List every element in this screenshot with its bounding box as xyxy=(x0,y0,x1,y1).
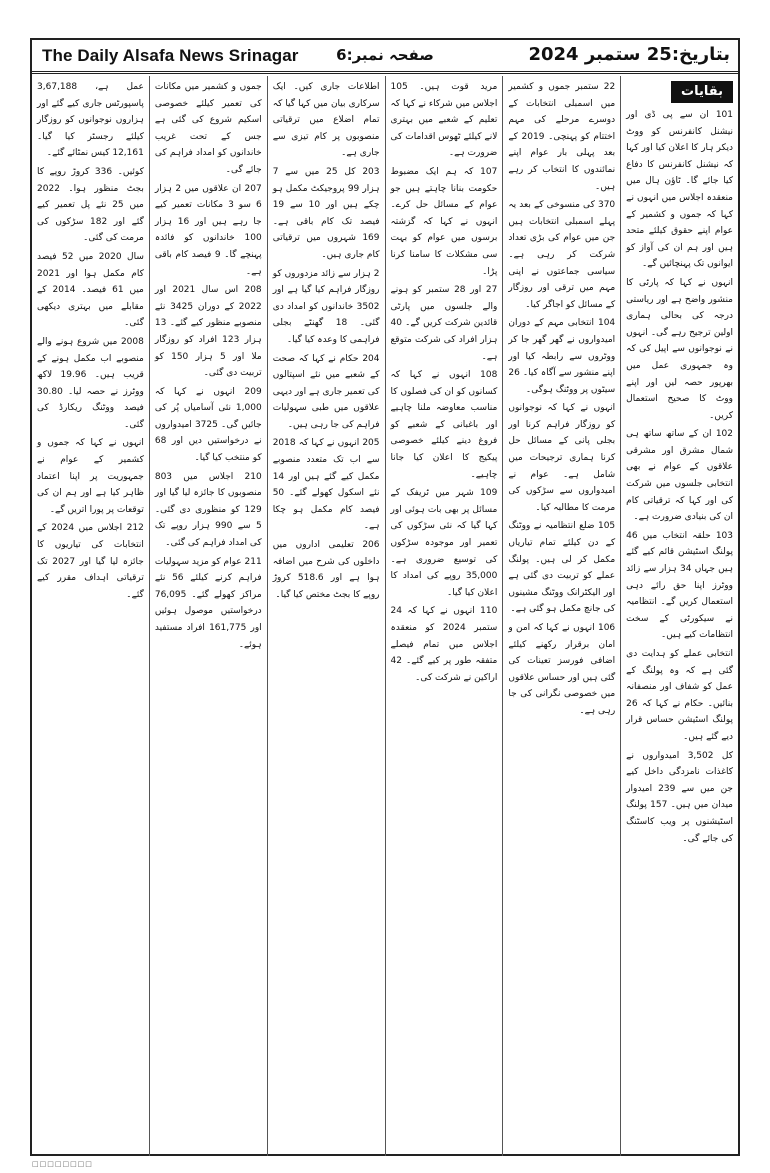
article-paragraph: 105 ضلع انتظامیہ نے ووٹنگ کے دن کیلئے تمام تیاریاں مکمل کر لی ہیں۔ پولنگ عملے کو تربیت دی گئی ہے اور الیکٹرانک ووٹنگ مشینوں کی جانچ مکمل ہو گئی ہے۔ xyxy=(508,521,616,615)
column-2 xyxy=(502,76,620,1156)
article-paragraph: 109 شہر میں ٹریفک کے مسائل پر بھی بات ہوئی اور کہا گیا کہ نئی سڑکوں کی تعمیر اور موجودہ سڑکوں کی توسیع ضروری ہے۔ 35,000 روپے کی امداد کا اعلان کیا گیا۔ xyxy=(390,488,498,598)
article-paragraph: 211 عوام کو مزید سہولیات فراہم کرنے کیلئے 56 نئے مراکز کھولے گئے۔ 76,095 درخواستیں موصول ہوئیں اور 161,775 افراد مستفید ہوئے۔ xyxy=(154,556,262,650)
column-4 xyxy=(267,76,385,1156)
article-paragraph: 2008 میں شروع ہونے والے منصوبے اب مکمل ہونے کے قریب ہیں۔ 19.96 لاکھ ووٹرز نے حصہ لیا۔ 30.80 فیصد ووٹنگ ریکارڈ کی گئی۔ xyxy=(37,336,144,430)
article-paragraph: 104 انتخابی مہم کے دوران امیدواروں نے گھر گھر جا کر ووٹروں سے رابطہ کیا اور اپنے منشور سے آگاہ کیا۔ 26 سیٹوں پر ووٹنگ ہوگی۔ xyxy=(508,318,616,395)
column-1 xyxy=(620,76,738,1156)
article-paragraph: انہوں نے کہا کہ جموں و کشمیر کے عوام نے جمہوریت پر اپنا اعتماد ظاہر کیا ہے اور ہم ان کی توقعات پر پورا اتریں گے۔ xyxy=(37,438,144,515)
article-paragraph: انہوں نے کہا کہ نوجوانوں کو روزگار فراہم کرنا اور بجلی پانی کے مسائل حل کرنا ہماری ترجیحات میں شامل ہے۔ عوام نے امیدواروں سے سڑکوں کی مرمت کا مطالبہ کیا۔ xyxy=(508,403,616,513)
article-paragraph: 208 اس سال 2021 اور 2022 کے دوران 3425 نئے منصوبے منظور کیے گئے۔ 13 ہزار 123 افراد کو روزگار ملا اور 5 ہزار 150 کو تربیت دی گئی۔ xyxy=(154,285,262,379)
column-5 xyxy=(149,76,267,1156)
article-paragraph: 210 اجلاس میں 803 منصوبوں کا جائزہ لیا گیا اور 129 کو منظوری دی گئی۔ 5 سے 990 ہزار روپے تک کی امداد فراہم کی گئی۔ xyxy=(154,471,262,549)
article-paragraph: 204 حکام نے کہا کہ صحت کے شعبے میں نئے اسپتالوں کی تعمیر جاری ہے اور دیہی علاقوں میں طبی سہولیات فراہم کی جا رہی ہیں۔ xyxy=(272,353,380,430)
article-paragraph: کوئیں۔ 336 کروڑ روپے کا بجٹ منظور ہوا۔ 2022 میں 25 نئے پل تعمیر کیے گئے اور 182 سڑکوں کی مرمت کی گئی۔ xyxy=(37,166,144,244)
article-paragraph: 207 ان علاقوں میں 2 ہزار 6 سو 3 مکانات تعمیر کیے جا رہے ہیں اور 16 ہزار 100 خاندانوں کو فائدہ پہنچے گا۔ 9 فیصد کام باقی ہے۔ xyxy=(154,183,262,277)
newspaper-title: The Daily Alsafa News Srinagar xyxy=(42,46,299,65)
page-number: صفحہ نمبر:6 xyxy=(336,46,434,64)
article-paragraph: 206 تعلیمی اداروں میں داخلوں کی شرح میں اضافہ ہوا ہے اور 518.6 کروڑ روپے کا بجٹ مختص کیا گیا۔ xyxy=(272,540,380,600)
article-paragraph: انہوں نے کہا کہ پارٹی کا منشور واضح ہے اور ریاستی درجہ کی بحالی ہماری اولین ترجیح رہے گی۔ انہوں نے نوجوانوں سے اپیل کی کہ وہ جمہوری عمل میں بھرپور حصہ لیں اور اپنے ووٹ کا صحیح استعمال کریں۔ xyxy=(626,277,733,421)
article-paragraph: انتخابی عملے کو ہدایت دی گئی ہے کہ وہ پولنگ کے عمل کو شفاف اور منصفانہ بنائیں۔ حکام نے کہا کہ 26 پولنگ اسٹیشن حساس قرار دیے گئے ہیں۔ xyxy=(626,649,733,742)
article-paragraph: عمل ہے، 3,67,188 پاسپورٹس جاری کیے گئے اور ہزاروں نوجوانوں کو روزگار کیلئے رجسٹر کیا گیا۔ 12,161 کیس نمٹائے گئے۔ xyxy=(37,82,144,159)
article-paragraph: 108 انہوں نے کہا کہ کسانوں کو ان کی فصلوں کا مناسب معاوضہ ملنا چاہیے اور باغبانی کے شعبے کو فروغ دینے کیلئے خصوصی پیکیج کا اعلان کیا جانا چاہیے۔ xyxy=(390,370,498,480)
article-paragraph: 203 کل 25 میں سے 7 ہزار 99 پروجیکٹ مکمل ہو چکے ہیں اور 10 سے 19 فیصد تک کام باقی ہے۔ 169 شہروں میں ترقیاتی کام جاری ہیں۔ xyxy=(272,166,380,260)
footer-mark: □□□□□□□□ xyxy=(32,1160,93,1168)
article-paragraph: 101 ان سے پی ڈی اور نیشنل کانفرنس کو ووٹ دیکر ہار کا اعلان کیا اور کہا کہ نیشنل کانفرنس کا دفاع کیا جائے گا۔ ٹاؤن ہال میں منعقدہ اجلاس میں انہوں نے کہا کہ جموں و کشمیر کے عوام اپنے حقوق کیلئے متحد ہیں اور ہم ان کی آواز کو ایوانوں تک پہنچائیں گے۔ xyxy=(626,110,733,270)
article-paragraph: جموں و کشمیر میں مکانات کی تعمیر کیلئے خصوصی اسکیم شروع کی گئی ہے جس کے تحت غریب خاندانوں کو امداد فراہم کی جائے گی۔ xyxy=(154,82,262,175)
column-3 xyxy=(385,76,503,1156)
article-paragraph: کل 3,502 امیدواروں نے کاغذات نامزدگی داخل کیے جن میں سے 239 امیدوار میدان میں ہیں۔ 157 پولنگ اسٹیشنوں پر ویب کاسٹنگ کی جائے گی۔ xyxy=(626,750,733,844)
article-paragraph: 27 اور 28 ستمبر کو ہونے والے جلسوں میں پارٹی قائدین شرکت کریں گے۔ 40 ہزار افراد کی شرکت متوقع ہے۔ xyxy=(390,285,498,362)
article-paragraph: 110 انہوں نے کہا کہ 24 ستمبر 2024 کو منعقدہ اجلاس میں تمام فیصلے متفقہ طور پر کیے گئے۔ 42 اراکین نے شرکت کی۔ xyxy=(390,606,498,683)
article-paragraph: 22 ستمبر جموں و کشمیر میں اسمبلی انتخابات کے دوسرے مرحلے کی مہم اختتام کو پہنچی۔ 2019 کے بعد پہلی بار عوام اپنے نمائندوں کا انتخاب کر رہے ہیں۔ xyxy=(508,82,616,192)
article-paragraph: مرید قوت ہیں۔ 105 اجلاس میں شرکاء نے کہا کہ تعلیم کے شعبے میں بہتری لانے کیلئے ٹھوس اقدامات کی ضرورت ہے۔ xyxy=(390,82,498,159)
masthead xyxy=(32,40,738,74)
section-header: بقایات xyxy=(671,81,733,103)
article-columns xyxy=(32,76,738,1156)
article-paragraph: 209 انہوں نے کہا کہ 1,000 نئی آسامیاں پُر کی جائیں گی۔ 3725 امیدواروں نے درخواستیں دیں اور 68 کو منتخب کیا گیا۔ xyxy=(154,386,262,464)
issue-date: بتاریخ:25 ستمبر 2024 xyxy=(528,44,730,65)
article-paragraph: 107 کہ ہم ایک مضبوط حکومت بنانا چاہتے ہیں جو عوام کے مسائل حل کرے۔ انہوں نے کہا کہ گزشتہ برسوں میں عوام کو بہت سی مشکلات کا سامنا کرنا پڑا۔ xyxy=(390,166,498,277)
article-paragraph: 212 اجلاس میں 2024 کے انتخابات کی تیاریوں کا جائزہ لیا گیا اور 2027 تک ترقیاتی اہداف مقرر کیے گئے۔ xyxy=(37,523,144,600)
article-paragraph: سال 2020 میں 52 فیصد کام مکمل ہوا اور 2021 میں 61 فیصد۔ 2014 کے مقابلے میں بہتری دیکھی گئی۔ xyxy=(37,251,144,329)
article-paragraph: 205 انہوں نے کہا کہ 2018 سے اب تک متعدد منصوبے مکمل کیے گئے ہیں اور 14 نئے اسکول کھولے گئے۔ 50 فیصد کام مکمل ہو چکا ہے۔ xyxy=(272,438,380,532)
column-6 xyxy=(32,76,149,1156)
newspaper-page xyxy=(30,38,740,1156)
article-paragraph: 103 حلقہ انتخاب میں 46 پولنگ اسٹیشن قائم کیے گئے ہیں جہاں 34 ہزار سے زائد ووٹرز اپنا حق رائے دہی استعمال کریں گے۔ انتظامیہ نے سیکورٹی کے سخت انتظامات کیے ہیں۔ xyxy=(626,530,733,641)
article-paragraph: 370 کی منسوخی کے بعد یہ پہلے اسمبلی انتخابات ہیں جن میں عوام کی بڑی تعداد شرکت کر رہی ہے۔ سیاسی جماعتوں نے اپنی مہم میں ترقی اور روزگار کے مسائل کو اجاگر کیا۔ xyxy=(508,200,616,310)
article-paragraph: 102 ان کے ساتھ ساتھ ہی شمال مشرق اور مشرقی علاقوں کے عوام نے بھی انتخابی جلسوں میں شرکت کی اور کہا کہ ترقیاتی کام ان کی بنیادی ضرورت ہے۔ xyxy=(626,429,733,523)
article-paragraph: اطلاعات جاری کیں۔ ایک سرکاری بیان میں کہا گیا کہ تمام اضلاع میں ترقیاتی منصوبوں پر کام تیزی سے جاری ہے۔ xyxy=(272,82,380,159)
article-paragraph: 2 ہزار سے زائد مزدوروں کو روزگار فراہم کیا گیا ہے اور 3502 خاندانوں کو امداد دی گئی۔ 18 گھنٹے بجلی فراہمی کا وعدہ کیا گیا۔ xyxy=(272,268,380,345)
article-paragraph: 106 انہوں نے کہا کہ امن و امان برقرار رکھنے کیلئے اضافی فورسز تعینات کی گئی ہیں اور حساس علاقوں میں خصوصی نگرانی کی جا رہی ہے۔ xyxy=(508,623,616,716)
